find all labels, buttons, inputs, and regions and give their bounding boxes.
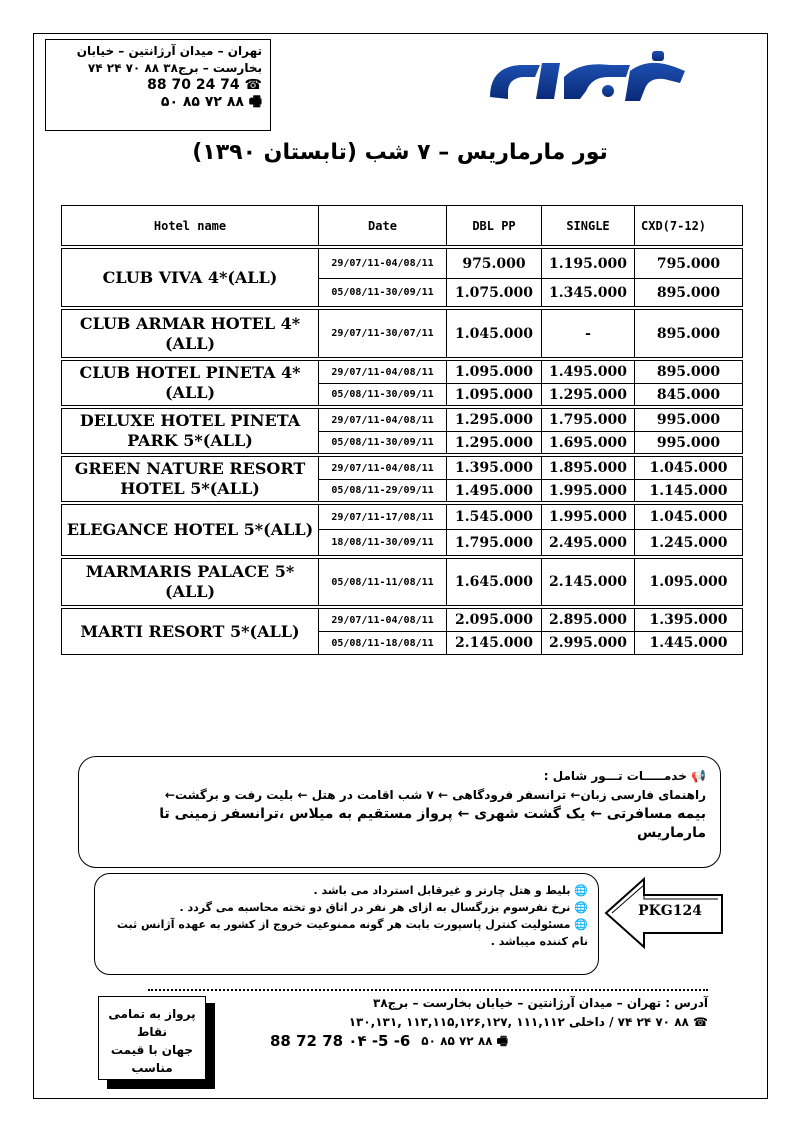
table-row [62,249,743,279]
cxd-cell: 1.045.000 [635,505,743,530]
price-table [61,205,743,655]
table-row [62,361,743,384]
footer-address: آدرس : تهران – میدان آرژانتین – خیابان بخارست – برج۳۸ [373,996,708,1010]
hotel-name: GREEN NATURE RESORT HOTEL 5*(ALL) [62,457,319,502]
col-header: DBL PP [447,206,542,246]
table-header-row [62,206,743,246]
single-cell: 1.195.000 [542,249,635,279]
date-cell: 29/07/11-04/08/11 [319,409,447,432]
services-title-row [93,767,706,786]
dbl-cell: 2.095.000 [447,609,542,632]
package-code: PKG124 [638,903,702,919]
dbl-cell: 2.145.000 [447,632,542,655]
megaphone-icon: 📢 [691,769,706,783]
cxd-cell: 845.000 [635,384,743,406]
col-header: Hotel name [62,206,319,246]
hotel-name: CLUB HOTEL PINETA 4*(ALL) [62,361,319,406]
hotel-name: CLUB VIVA 4*(ALL) [62,249,319,307]
contact-fax: ۸۸ ۷۲ ۸۵ ۵۰ [160,94,244,110]
footer-phones: ۸۸ ۷۰ ۲۴ ۷۴ / داخلی ۱۱۱,۱۱۲ ,۱۱۳,۱۱۵,۱۲۶,۱۲۷ ,۱۳۰,۱۳۱ [348,1015,689,1029]
footer-mobile: 88 72 78 ۰۴ -5 -6 [270,1032,411,1050]
cxd-cell: 1.045.000 [635,457,743,480]
date-cell: 05/08/11-30/09/11 [319,432,447,454]
dbl-cell: 1.295.000 [447,409,542,432]
date-cell: 29/07/11-04/08/11 [319,249,447,279]
cxd-cell: 995.000 [635,432,743,454]
single-cell: 1.695.000 [542,432,635,454]
hotel-name: DELUXE HOTEL PINETA PARK 5*(ALL) [62,409,319,454]
aseman-logo [480,47,695,110]
date-cell: 05/08/11-11/08/11 [319,559,447,606]
single-cell: - [542,310,635,358]
phone-icon: ☎ [693,1015,708,1029]
dbl-cell: 1.495.000 [447,480,542,502]
table-row [62,409,743,432]
cxd-cell: 895.000 [635,279,743,307]
single-cell: 1.795.000 [542,409,635,432]
cxd-cell: 895.000 [635,361,743,384]
cxd-cell: 1.245.000 [635,530,743,556]
dbl-cell: 1.075.000 [447,279,542,307]
cxd-cell: 795.000 [635,249,743,279]
dbl-cell: 1.095.000 [447,361,542,384]
cxd-cell: 1.395.000 [635,609,743,632]
dbl-cell: 1.645.000 [447,559,542,606]
single-cell: 1.995.000 [542,505,635,530]
single-cell: 1.345.000 [542,279,635,307]
date-cell: 29/07/11-04/08/11 [319,609,447,632]
date-cell: 29/07/11-17/08/11 [319,505,447,530]
table-row [62,609,743,632]
single-cell: 2.145.000 [542,559,635,606]
cxd-cell: 1.145.000 [635,480,743,502]
services-box [78,756,721,868]
dbl-cell: 1.545.000 [447,505,542,530]
phone-icon: ☎ [244,77,262,93]
footer-fax-group [421,1032,708,1051]
fax-icon: 🖷 [248,94,262,110]
single-cell: 2.995.000 [542,632,635,655]
table-row [62,559,743,606]
single-cell: 1.995.000 [542,480,635,502]
note-item [105,882,588,899]
table-row [62,457,743,480]
tour-title: تور مارماریس – ۷ شب (تابستان ۱۳۹۰) [192,140,608,165]
date-cell: 29/07/11-04/08/11 [319,361,447,384]
footer-phones-row [230,1013,708,1032]
col-header: Date [319,206,447,246]
contact-phone-row [54,77,262,94]
cxd-cell: 895.000 [635,310,743,358]
fax-icon: 🖷 [496,1034,508,1048]
globe-icon: 🌐 [574,901,588,914]
contact-line-2: بخارست – برج۳۸ ۸۸ ۷۰ ۲۴ ۷۴ [87,61,262,75]
date-cell: 05/08/11-29/09/11 [319,480,447,502]
date-cell: 05/08/11-30/09/11 [319,279,447,307]
contact-fax-row [54,94,262,111]
date-cell: 05/08/11-18/08/11 [319,632,447,655]
single-cell: 1.495.000 [542,361,635,384]
date-cell: 29/07/11-04/08/11 [319,457,447,480]
promo-line-3: مناسب [131,1061,173,1075]
note-text: بلیط و هتل چارتر و غیرقابل استرداد می باشد . [313,884,571,897]
dbl-cell: 1.395.000 [447,457,542,480]
hotel-name: CLUB ARMAR HOTEL 4*(ALL) [62,310,319,358]
promo-line-1: پرواز به تمامی نقاط [108,1007,196,1039]
dbl-cell: 1.795.000 [447,530,542,556]
hotel-name: MARTI RESORT 5*(ALL) [62,609,319,655]
footer [230,994,708,1051]
single-cell: 1.295.000 [542,384,635,406]
table-row [62,310,743,358]
hotel-name: ELEGANCE HOTEL 5*(ALL) [62,505,319,556]
single-cell: 2.495.000 [542,530,635,556]
dbl-cell: 975.000 [447,249,542,279]
promo-line-2: جهان با قیمت [110,1043,194,1057]
contact-phone: 88 70 24 74 [147,77,240,93]
dbl-cell: 1.295.000 [447,432,542,454]
col-header: CXD(7-12) [635,206,743,246]
date-cell: 29/07/11-30/07/11 [319,310,447,358]
footer-fax: ۸۸ ۷۲ ۸۵ ۵۰ [421,1034,493,1048]
note-text: نرخ نفرسوم بزرگسال به ازای هر نفر در اتاق دو تخته محاسبه می گردد . [179,901,571,914]
contact-line-1: تهران – میدان آرژانتین – خیابان [76,44,262,58]
cxd-cell: 1.095.000 [635,559,743,606]
cxd-cell: 995.000 [635,409,743,432]
services-line-2: بیمه مسافرتی ← یک گشت شهری ← پرواز مستقیم به میلاس ،ترانسفر زمینی تا مارماریس [159,806,706,841]
table-row [62,505,743,530]
date-cell: 18/08/11-30/09/11 [319,530,447,556]
note-item [105,916,588,950]
dotted-divider [148,989,708,991]
single-cell: 1.895.000 [542,457,635,480]
globe-icon: 🌐 [574,918,588,931]
note-text: مسئولیت کنترل پاسپورت بابت هر گونه ممنوعیت خروج از کشور به عهده آژانس ثبت نام کننده میباشد . [116,918,588,948]
cxd-cell: 1.445.000 [635,632,743,655]
contact-box [45,39,271,131]
hotel-name: MARMARIS PALACE 5* (ALL) [62,559,319,606]
notes-box [94,873,599,975]
note-item [105,899,588,916]
date-cell: 05/08/11-30/09/11 [319,384,447,406]
dbl-cell: 1.045.000 [447,310,542,358]
globe-icon: 🌐 [574,884,588,897]
services-title: خدمـــــات تـــور شامل : [543,769,687,783]
dbl-cell: 1.095.000 [447,384,542,406]
single-cell: 2.895.000 [542,609,635,632]
col-header: SINGLE [542,206,635,246]
services-line-1: راهنمای فارسی زبان← ترانسفر فرودگاهی ← ۷ شب اقامت در هتل ← بلیت رفت و برگشت← [164,788,706,802]
promo-box [98,996,206,1080]
